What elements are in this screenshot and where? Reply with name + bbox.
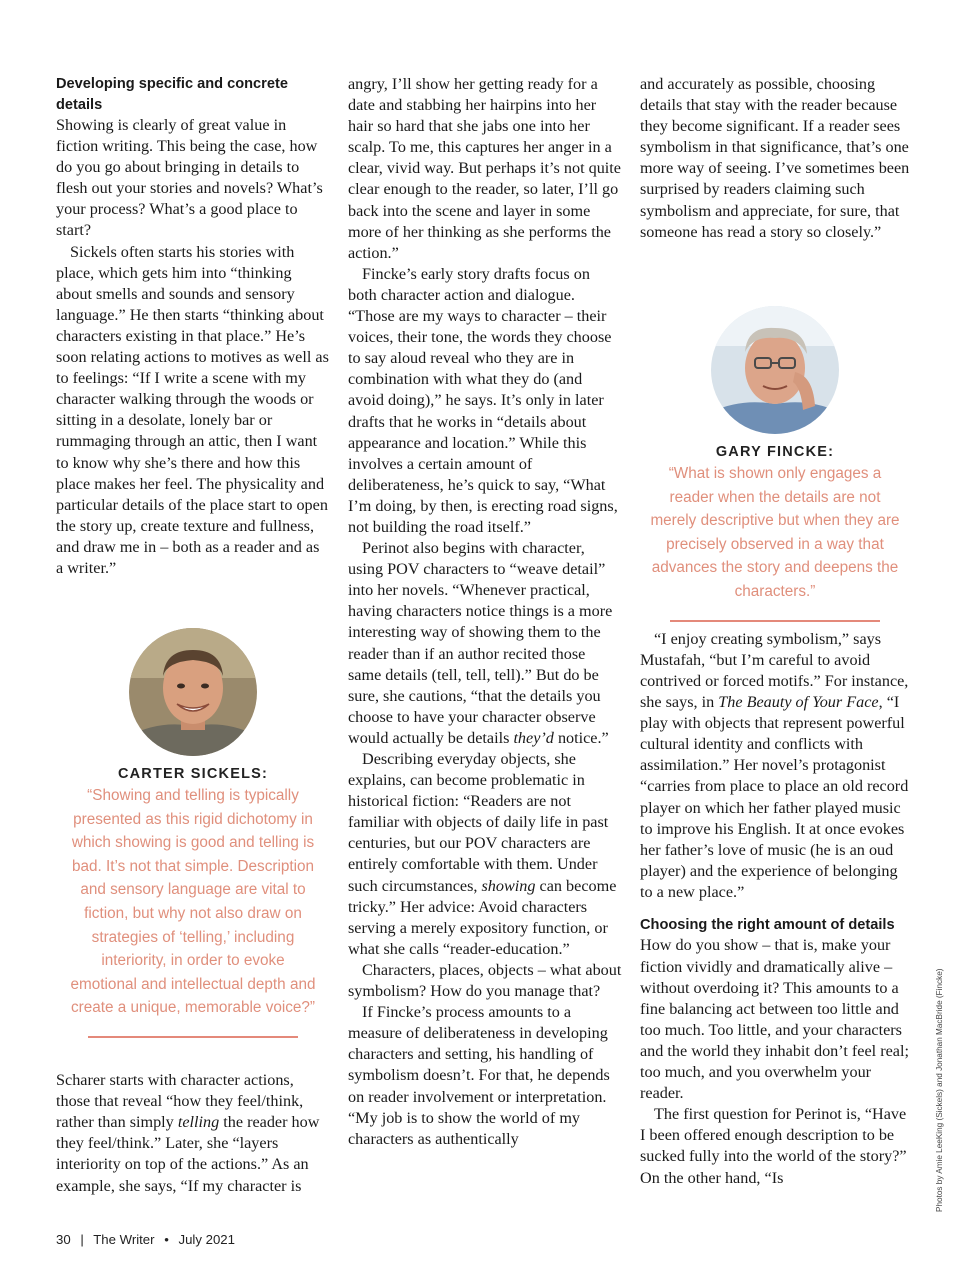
pull-quote-rule xyxy=(670,620,880,622)
author-photo-fincke xyxy=(711,306,839,434)
paragraph: If Fincke’s process amounts to a measure of deliberateness in developing characters and setting, his handling of symbolism doesn’t. For that, he depends on reader involvement or interpretation. “My job is to show the world of my characters as authentically xyxy=(348,1003,610,1148)
footer-bullet: • xyxy=(164,1232,169,1247)
author-photo-sickels xyxy=(129,628,257,756)
paragraph: Describing everyday objects, she explains, can become problematic in historical fiction: “Readers are not familiar with objects of daily life in past centuries, but our POV characters are entirely comfortable with them. Under such circumstances, showing can become tricky.” Her advice: Avoid characters serving a merely expository function, or what she calls “reader-education.” xyxy=(348,750,617,958)
issue-date: July 2021 xyxy=(178,1232,235,1247)
page-footer xyxy=(56,1232,235,1247)
pull-quote-name: GARY FINCKE: xyxy=(715,444,835,460)
paragraph: Scharer starts with character actions, those that reveal “how they feel/think, rather than simply telling the reader how they feel/think.” Later, she “layers interiority on top of the actions.” As an example, she says, “If my character is xyxy=(56,1071,320,1195)
paragraph: and accurately as possible, choosing details that stay with the reader because they become significant. If a reader sees symbolism in that significance, that’s one more way of seeing. I’ve sometimes been surprised by readers claiming such symbolism and appreciate, for sure, that someone has read a story so closely.” xyxy=(640,75,910,241)
paragraph: Fincke’s early story drafts focus on both character action and dialogue. “Those are my ways to character – their voices, their tone, the words they choose to say aloud reveal who they are in combination with what they do (and avoid doing),” he says. It’s only in later drafts that he works in “details about appearance and location.” While this involves a certain amount of deliberateness, he’s quick to say, “What I’m doing, by then, is erecting road signs, not building the road itself.” xyxy=(348,264,618,536)
pull-quote-sickels xyxy=(70,628,316,1038)
footer-separator: | xyxy=(80,1232,84,1247)
pull-quote-name: CARTER SICKELS: xyxy=(117,766,269,782)
paragraph: Showing is clearly of great value in fiction writing. This being the case, how do you go about bringing in details to flesh out your stories and novels? What’s your process? What’s a good place to start? xyxy=(56,116,323,240)
paragraph: angry, I’ll show her getting ready for a date and stabbing her hairpins into her hair so hard that she jabs one into her scalp. To me, this captures her anger in a clear, vivid way. But perhaps it’s not quite clear enough to the reader, so later, I’ll go back into the scene and layer in some more of her thinking as she performs the action.” xyxy=(348,75,621,262)
pull-quote-text: “What is shown only engages a reader when the details are not merely descriptive but when they are precisely observed in a way that advances the story and deepens the characters.” xyxy=(650,465,900,600)
section-heading: Choosing the right amount of details xyxy=(640,916,895,933)
article-column-2 xyxy=(348,74,622,1150)
pull-quote-text: “Showing and telling is typically presented as this rigid dichotomy in which showing is good and telling is bad. It’s not that simple. Description and sensory language are vital to fiction, but why not also draw on strategies of ‘telling,’ including interiority, in order to evoke emotional and intellectual depth and create a unique, memorable voice?” xyxy=(70,787,316,1017)
paragraph: Sickels often starts his stories with place, which gets him into “thinking about smells and sounds and sensory language.” He then starts “thinking about characters existing in that place.” He’s soon relating actions to motives as well as to feelings: “If I write a scene with my character walking through the woods or sitting in a desolate, lonely bar or rummaging through an attic, then I want to know why she’s there and how this place makes her feel. The physicality and particular details of the place start to open the story up, create texture and fullness, and draw me in – both as a reader and as a writer.” xyxy=(56,242,329,577)
paragraph: Characters, places, objects – what about symbolism? How do you manage that? xyxy=(348,960,622,1001)
paragraph: How do you show – that is, make your fiction vividly and dramatically alive – without overdoing it? This amounts to a fine balancing act between too little and too much. Too little, and your characters and the world they inhabit don’t feel real; too much, and you overwhelm your reader. xyxy=(640,936,909,1103)
pull-quote-rule xyxy=(88,1036,298,1038)
magazine-name: The Writer xyxy=(93,1232,155,1247)
page-number: 30 xyxy=(56,1232,71,1247)
pull-quote-fincke xyxy=(648,306,902,622)
section-heading: Developing specific and concrete details xyxy=(56,76,288,113)
paragraph: Perinot also begins with character, using POV characters to “weave detail” into her novels. “Whenever practical, having characters notice things is a more interesting way of showing them to the reader than if an author recited those same details (tell, tell, tell).” But do be sure, she cautions, “that the details you choose to have your character observe would actually be details they’d notice.” xyxy=(348,539,613,747)
paragraph: “I enjoy creating symbolism,” says Mustafah, “but I’m careful to avoid contrived or forced motifs.” For instance, she says, in The Beauty of Your Face, “I play with objects that represent powerful cultural identity and conflicts with assimilation.” Her novel’s protagonist “carries from place to place an old record player on which her father played music to improve his English. It at once evokes her father’s love of music (he is an oud player) and the experience of belonging to a new place.” xyxy=(640,629,909,901)
article-column-3 xyxy=(640,74,914,1189)
paragraph: The first question for Perinot is, “Have I been offered enough description to be sucked fully into the world of the story?” On the other hand, “Is xyxy=(640,1105,907,1187)
photo-credit: Photos by Amie LeeKing (Sickels) and Jonathan MacBride (Fincke) xyxy=(935,968,944,1212)
